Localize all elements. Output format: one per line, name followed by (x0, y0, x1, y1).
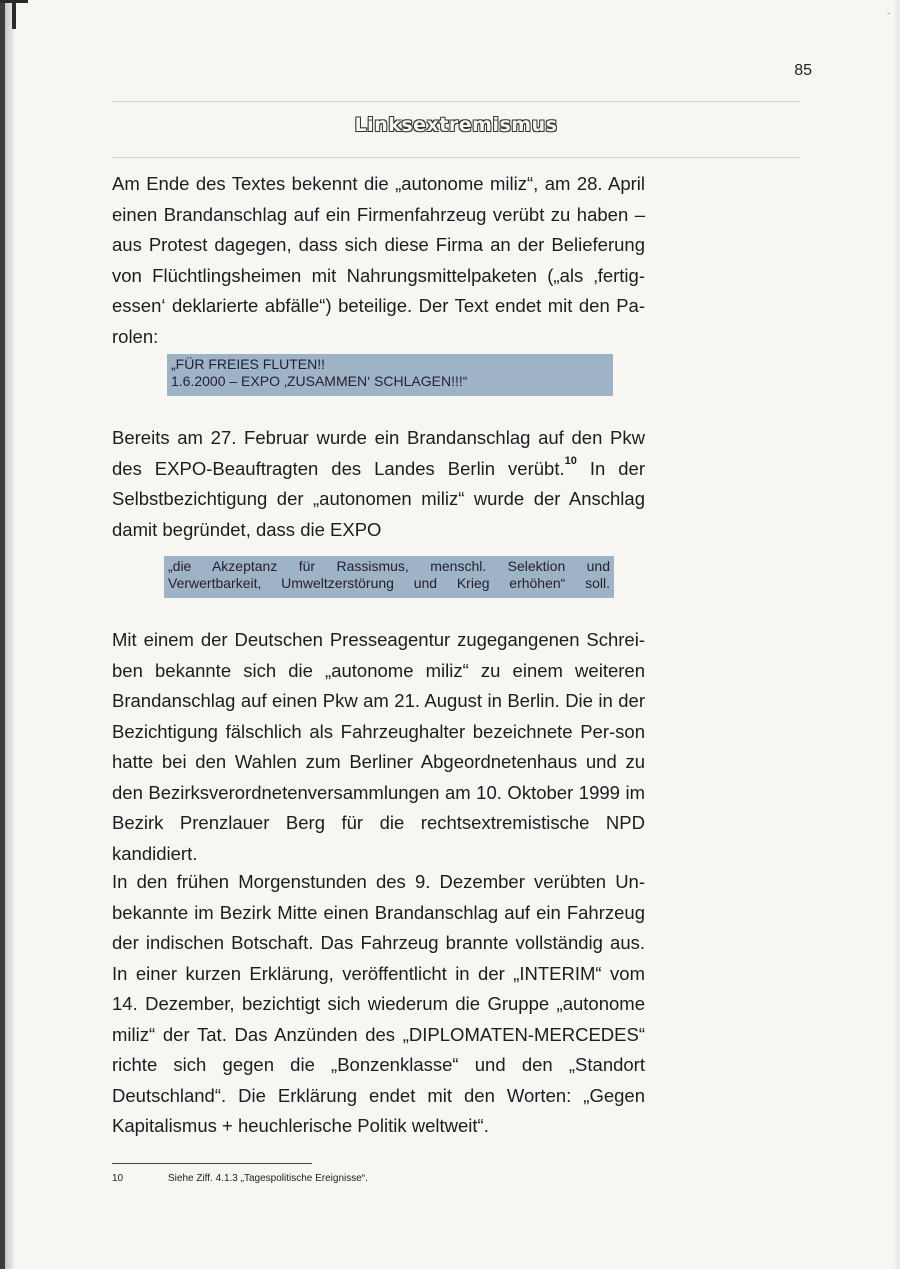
binding-notch (0, 0, 28, 40)
quote-slogans-line-2: 1.6.2000 – EXPO ‚ZUSAMMEN‘ SCHLAGEN!!!“ (171, 373, 468, 389)
page-number: 85 (794, 62, 812, 79)
paragraph-1: Am Ende des Textes bekennt die „autonome miliz“, am 28. April einen Brandanschlag auf ein Firmenfahrzeug verübt zu haben – aus Protest dagegen, dass sich diese Firma an der Belieferung von Flüchtlingsheimen mit Nahrungsmittelpaketen („als ‚fertig-essen‘ deklarierte abfälle“) beteilige. Der Text endet mit den Pa-rolen: (112, 173, 645, 347)
footnote-text: Siehe Ziff. 4.1.3 „Tagespolitische Ereignisse“. (168, 1173, 368, 1184)
paragraph-2 (112, 423, 645, 545)
quote-slogans-line-1: „FÜR FREIES FLUTEN!! (171, 356, 326, 372)
binding-shadow (0, 0, 5, 1269)
corner-mark: - (887, 8, 890, 18)
quote-expo-claim (164, 556, 614, 598)
footnote-ref: 10 (564, 454, 577, 467)
paragraph-2-text-b: In der Selbstbezichtigung der „autonomen miliz“ wurde der Anschlag damit begründet, dass die EXPO (112, 457, 646, 540)
quote-expo-claim-line-1: „die Akzeptanz für Rassismus, menschl. Selektion und (168, 558, 610, 574)
footnote (112, 1173, 368, 1184)
footnote-rule (112, 1163, 312, 1164)
footnote-number: 10 (112, 1173, 124, 1184)
quote-expo-claim-line-2: Verwertbarkeit, Umweltzerstörung und Krieg erhöhen“ soll. (168, 575, 610, 591)
paragraph-3: Mit einem der Deutschen Presseagentur zugegangenen Schrei-ben bekannte sich die „autonome miliz“ zu einem weiteren Brandanschlag auf einen Pkw am 21. August in Berlin. Die in der Bezichtigung fälschlich als Fahrzeughalter bezeichnete Per-son hatte bei den Wahlen zum Berliner Abgeordnetenhaus und zu den Bezirksverordnetenversammlungen am 10. Oktober 1999 im Bezirk Prenzlauer Berg für die rechtsextremistische NPD kandidiert. (112, 629, 645, 864)
header-rule-bottom (112, 157, 800, 158)
page-right-edge (892, 0, 900, 1269)
header-rule-top (112, 101, 800, 102)
paragraph-4: In den frühen Morgenstunden des 9. Dezember verübten Un-bekannte im Bezirk Mitte einen Brandanschlag auf ein Fahrzeug der indischen Botschaft. Das Fahrzeug brannte vollständig aus. In einer kurzen Erklärung, veröffentlicht in der „INTERIM“ vom 14. Dezember, bezichtigt sich wiederum die Gruppe „autonome miliz“ der Tat. Das Anzünden des „DIPLOMATEN-MERCEDES“ richte sich gegen die „Bonzenklasse“ und den „Standort Deutschland“. Die Erklärung endet mit den Worten: „Gegen Kapitalismus + heuchlerische Politik weltweit“. (112, 871, 645, 1136)
running-title: Linksextremismus (354, 114, 558, 136)
quote-slogans (167, 354, 613, 396)
paragraph-2-text-a: Bereits am 27. Februar wurde ein Brandanschlag auf den Pkw des EXPO-Beauftragten des Landes Berlin verübt. (112, 427, 645, 479)
